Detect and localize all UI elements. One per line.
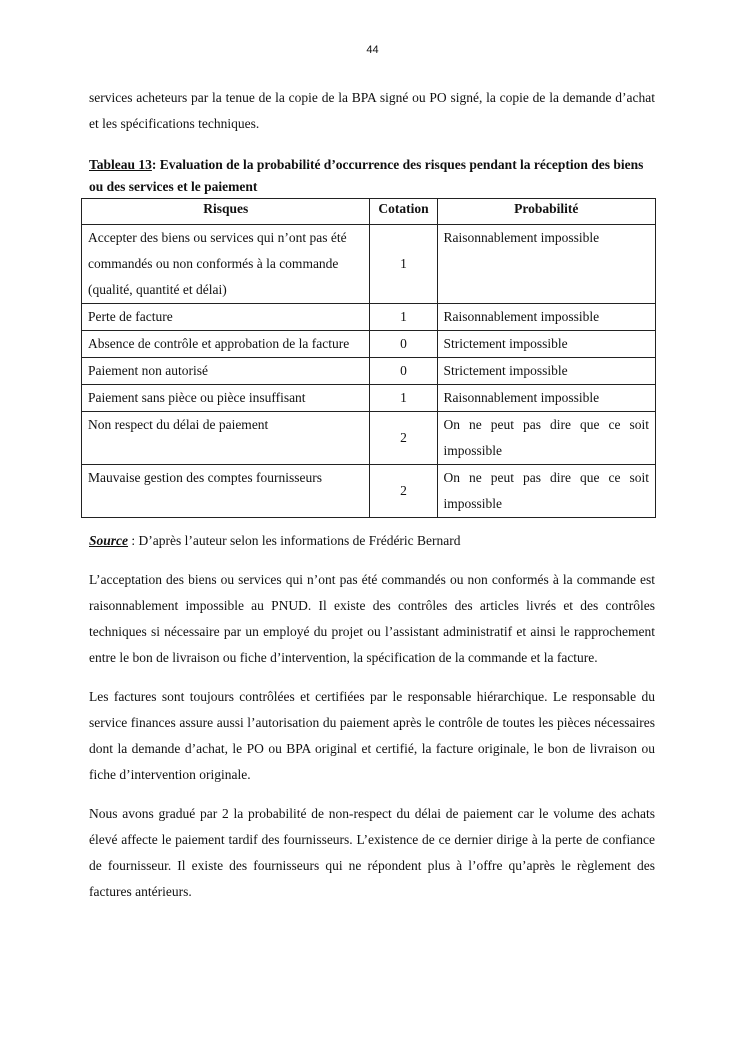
probability-cell: On ne peut pas dire que ce soit impossible	[437, 465, 655, 518]
risk-cell: Non respect du délai de paiement	[82, 412, 370, 465]
table-row	[82, 304, 656, 331]
table-caption-text: : Evaluation de la probabilité d’occurrence des risques pendant la réception des biens ou des services et le paiement	[89, 157, 644, 194]
probability-cell: Raisonnablement impossible	[437, 225, 655, 304]
probability-cell: Raisonnablement impossible	[437, 304, 655, 331]
table-row	[82, 412, 656, 465]
header-risques: Risques	[82, 199, 370, 225]
table-row	[82, 385, 656, 412]
risk-cell: Paiement non autorisé	[82, 358, 370, 385]
probability-cell: Strictement impossible	[437, 358, 655, 385]
body-paragraph-delai: Nous avons gradué par 2 la probabilité de non-respect du délai de paiement car le volume des achats élevé affecte le paiement tardif des fournisseurs. L’existence de ce dernier dirige à la perte de confiance de fournisseur. Il existe des fournisseurs qui ne répondent plus à l’offre qu’après le règlement des factures antérieurs.	[89, 806, 655, 899]
header-probabilite: Probabilité	[437, 199, 655, 225]
header-cotation: Cotation	[370, 199, 437, 225]
intro-paragraph: services acheteurs par la tenue de la copie de la BPA signé ou PO signé, la copie de la demande d’achat et les spécifications techniques.	[89, 90, 655, 131]
source-text: : D’après l’auteur selon les informations de Frédéric Bernard	[128, 533, 461, 548]
score-cell: 0	[370, 358, 437, 385]
probability-cell: Strictement impossible	[437, 331, 655, 358]
table-header-row	[82, 199, 656, 225]
table-caption	[89, 154, 655, 198]
table-row	[82, 465, 656, 518]
table-row	[82, 331, 656, 358]
score-cell: 0	[370, 331, 437, 358]
page-content	[89, 85, 655, 905]
risk-cell: Accepter des biens ou services qui n’ont pas été commandés ou non conformés à la commande (qualité, quantité et délai)	[82, 225, 370, 304]
risk-cell: Perte de facture	[82, 304, 370, 331]
score-cell: 1	[370, 225, 437, 304]
source-label: Source	[89, 533, 129, 548]
risk-cell: Absence de contrôle et approbation de la facture	[82, 331, 370, 358]
score-cell: 1	[370, 385, 437, 412]
page-number: 44	[366, 44, 379, 56]
table-row	[82, 358, 656, 385]
table-row	[82, 225, 656, 304]
risk-cell: Mauvaise gestion des comptes fournisseurs	[82, 465, 370, 518]
score-cell: 1	[370, 304, 437, 331]
table-caption-label: Tableau 13	[89, 157, 152, 172]
body-paragraph-acceptation: L’acceptation des biens ou services qui n’ont pas été commandés ou non conformés à la commande est raisonnablement impossible au PNUD. Il existe des contrôles des articles livrés et des contrôles techniques si nécessaire par un employé du projet ou l’assistant administratif et ainsi le rapprochement entre le bon de livraison ou fiche d’intervention, la spécification de la commande et la facture.	[89, 572, 655, 665]
body-paragraph-factures: Les factures sont toujours contrôlées et certifiées par le responsable hiérarchique. Le responsable du service finances assure aussi l’autorisation du paiement après le contrôle de toutes les pièces nécessaires dont la demande d’achat, le PO ou BPA original et certifié, la facture originale, le bon de livraison ou fiche d’intervention originale.	[89, 689, 655, 782]
probability-cell: Raisonnablement impossible	[437, 385, 655, 412]
probability-cell: On ne peut pas dire que ce soit impossible	[437, 412, 655, 465]
risk-cell: Paiement sans pièce ou pièce insuffisant	[82, 385, 370, 412]
source-note	[89, 528, 655, 554]
score-cell: 2	[370, 412, 437, 465]
score-cell: 2	[370, 465, 437, 518]
risk-probability-table	[81, 198, 656, 518]
